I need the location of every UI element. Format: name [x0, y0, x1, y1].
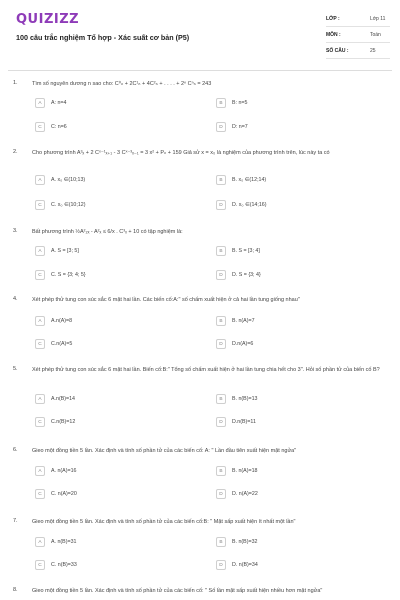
option-text: B. n(B)=32 — [232, 539, 258, 545]
answer-option-c[interactable] — [35, 121, 205, 133]
option-text: C. S = {3; 4; 5} — [51, 272, 86, 278]
option-text: A. n(A)=16 — [51, 468, 77, 474]
answer-option-b[interactable] — [216, 465, 386, 477]
meta-key: MÔN : — [326, 31, 341, 38]
option-letter: B — [216, 394, 226, 404]
meta-key: LỚP : — [326, 15, 340, 22]
question-number: 1. — [13, 80, 18, 86]
option-letter: D — [216, 339, 226, 349]
option-letter: A — [35, 175, 45, 185]
answer-option-b[interactable] — [216, 315, 386, 327]
quizizz-logo: QUIZIZZ — [16, 12, 80, 27]
answer-option-b[interactable] — [216, 97, 386, 109]
option-letter: C — [35, 270, 45, 280]
answer-option-c[interactable] — [35, 338, 205, 350]
option-letter: A — [35, 246, 45, 256]
option-letter: D — [216, 122, 226, 132]
question-number: 7. — [13, 518, 18, 524]
option-text: D. x₀ ∈(14;16) — [232, 202, 267, 208]
option-text: D.n(B)=11 — [232, 419, 256, 425]
option-letter: C — [35, 417, 45, 427]
meta-value: 25 — [370, 47, 376, 54]
option-text: B. n(B)=13 — [232, 396, 258, 402]
option-letter: D — [216, 200, 226, 210]
meta-row-question-count — [326, 43, 390, 59]
option-text: B. S = [3; 4] — [232, 248, 260, 254]
question-number: 5. — [13, 366, 18, 372]
option-letter: B — [216, 98, 226, 108]
answer-option-a[interactable] — [35, 465, 205, 477]
answer-option-d[interactable] — [216, 269, 386, 281]
option-letter: B — [216, 537, 226, 547]
question-number: 4. — [13, 296, 18, 302]
question-number: 6. — [13, 447, 18, 453]
answer-option-d[interactable] — [216, 559, 386, 571]
option-text: B. n(A)=7 — [232, 318, 255, 324]
document-title: 100 câu trắc nghiệm Tổ hợp - Xác suất cơ bản (P5) — [16, 33, 190, 42]
answer-option-b[interactable] — [216, 174, 386, 186]
answer-option-d[interactable] — [216, 199, 386, 211]
option-text: C.n(B)=12 — [51, 419, 76, 425]
option-letter: A — [35, 98, 45, 108]
meta-value: Toán — [370, 31, 381, 38]
option-letter: C — [35, 122, 45, 132]
question-number: 2. — [13, 149, 18, 155]
option-letter: A — [35, 394, 45, 404]
question-text: Tìm số nguyên dương n sao cho: C⁰ₙ + 2C¹ₙ + 4C²ₙ + . . . . + 2ⁿ Cⁿₙ = 243 — [32, 81, 212, 87]
answer-option-d[interactable] — [216, 338, 386, 350]
option-text: A.n(B)=14 — [51, 396, 75, 402]
answer-option-d[interactable] — [216, 416, 386, 428]
option-text: C. n(B)=33 — [51, 562, 77, 568]
option-text: A.n(A)=8 — [51, 318, 73, 324]
meta-value: Lớp 11 — [370, 15, 386, 22]
option-text: A. S = [3; 5] — [51, 248, 79, 254]
question-text: Gieo một đồng tiền 5 lần. Xác định và tính số phần tử của các biến cố: " Số lần mặt sấp xuất hiện nhiều hơn mặt ngửa" — [32, 588, 323, 594]
option-text: C. n(A)=20 — [51, 491, 77, 497]
answer-option-b[interactable] — [216, 393, 386, 405]
answer-option-c[interactable] — [35, 269, 205, 281]
meta-row-subject — [326, 27, 390, 43]
option-text: C: n=6 — [51, 124, 67, 130]
question-text: Gieo một đồng tiền 5 lần. Xác định và tính số phần tử của các biến cố: A: " Lần đầu tiên xuất hiện mặt ngửa" — [32, 448, 297, 454]
option-letter: B — [216, 175, 226, 185]
option-text: B. x₀ ∈(12;14) — [232, 177, 267, 183]
answer-option-a[interactable] — [35, 245, 205, 257]
option-text: D. n(B)=34 — [232, 562, 258, 568]
answer-option-a[interactable] — [35, 536, 205, 548]
question-text: Xét phép thử tung con súc sắc 6 mặt hai lần. Biến cố:B:" Tổng số chấm xuất hiện ở hai lần tung chia hết cho 3". Hỏi số phần tử của biến cố B? — [32, 367, 380, 373]
answer-option-a[interactable] — [35, 174, 205, 186]
option-text: B. n(A)=18 — [232, 468, 258, 474]
option-letter: D — [216, 560, 226, 570]
option-text: A. x₀ ∈(10;13) — [51, 177, 86, 183]
answer-option-b[interactable] — [216, 536, 386, 548]
option-letter: A — [35, 537, 45, 547]
option-letter: A — [35, 466, 45, 476]
option-text: D. n(A)=22 — [232, 491, 258, 497]
meta-key: SỐ CÂU : — [326, 47, 349, 54]
document-header — [0, 0, 400, 72]
option-letter: D — [216, 417, 226, 427]
option-letter: B — [216, 246, 226, 256]
option-letter: C — [35, 339, 45, 349]
answer-option-a[interactable] — [35, 315, 205, 327]
option-letter: B — [216, 466, 226, 476]
meta-row-class — [326, 11, 390, 27]
option-letter: D — [216, 489, 226, 499]
option-letter: C — [35, 200, 45, 210]
option-text: A: n=4 — [51, 100, 67, 106]
question-text: Xét phép thử tung con súc sắc 6 mặt hai lần. Các biến cố:A:" số chấm xuất hiện ở cả hai lần tung giống nhau" — [32, 297, 300, 303]
question-number: 8. — [13, 587, 18, 593]
answer-option-d[interactable] — [216, 488, 386, 500]
question-number: 3. — [13, 228, 18, 234]
question-text: Gieo một đồng tiền 5 lần. Xác định và tính số phần tử của các biến cố:B: " Mặt sấp xuất hiện ít nhất một lần" — [32, 519, 296, 525]
option-text: C.n(A)=5 — [51, 341, 73, 347]
answer-option-c[interactable] — [35, 559, 205, 571]
header-divider — [8, 70, 392, 71]
answer-option-d[interactable] — [216, 121, 386, 133]
option-text: D: n=7 — [232, 124, 248, 130]
option-letter: C — [35, 560, 45, 570]
answer-option-c[interactable] — [35, 416, 205, 428]
answer-option-a[interactable] — [35, 97, 205, 109]
answer-option-a[interactable] — [35, 393, 205, 405]
answer-option-c[interactable] — [35, 199, 205, 211]
option-letter: B — [216, 316, 226, 326]
option-text: C. x₀ ∈(10;12) — [51, 202, 86, 208]
option-text: A. n(B)=31 — [51, 539, 77, 545]
answer-option-c[interactable] — [35, 488, 205, 500]
option-text: D.n(A)=6 — [232, 341, 254, 347]
option-letter: A — [35, 316, 45, 326]
option-text: D. S = {3; 4} — [232, 272, 261, 278]
option-letter: D — [216, 270, 226, 280]
document-meta — [326, 11, 390, 59]
question-text: Cho phương trình A³ₓ + 2 Cˣ⁻¹ₓ₊₁ - 3 Cˣ⁻³ₓ₋₁ = 3 x² + Pₙ + 159 Giả sử x = x₀ là nghiệm của phương trình trên, lúc này ta có — [32, 150, 330, 156]
option-text: B: n=5 — [232, 100, 248, 106]
answer-option-b[interactable] — [216, 245, 386, 257]
option-letter: C — [35, 489, 45, 499]
question-text: Bất phương trình ½A²₂ₓ - A²ₓ ≤ 6/x . C³ₓ + 10 có tập nghiệm là: — [32, 229, 183, 235]
